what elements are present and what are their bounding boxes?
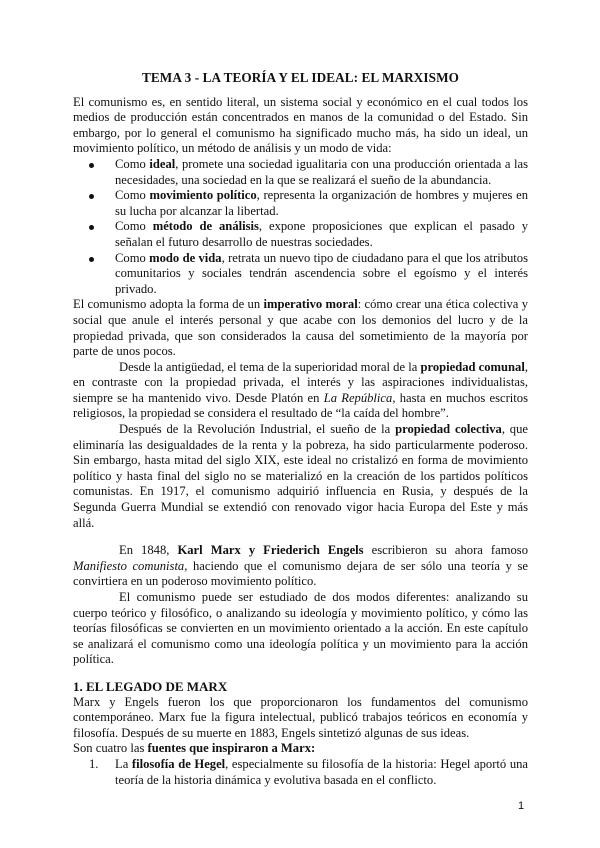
text: , haciendo que el comunismo dejara de ser sólo una teoría y se convirtiera en un poderoso movimiento político. <box>73 558 528 589</box>
bold-term: modo de vida <box>149 250 222 265</box>
text: , representa la organización de hombres y mujeres en su lucha por alcanzar la libertad. <box>115 188 528 218</box>
paragraph-imperativo <box>73 297 528 359</box>
text: Como <box>115 219 153 234</box>
bullet-list <box>73 157 528 297</box>
text: Como <box>115 188 150 203</box>
italic-title: Manifiesto comunista <box>73 558 185 573</box>
text: : cómo crear una ética colectiva y social que anule el interés personal y que acabe con los demonios del lucro y de la propiedad privada, que son considerados la causa del sometimiento de la mayoría por parte de unos pocos. <box>73 297 528 359</box>
text: Después de la Revolución Industrial, el sueño de la <box>119 422 396 437</box>
page-number: 1 <box>518 800 525 812</box>
paragraph-legado: Marx y Engels fueron los que proporcionaron los fundamentos del comunismo contemporáneo. Marx fue la figura intelectual, publicó trabajos teóricos en economía y filosofía. Después de su muerte en 1883, Engels sintetizó algunas de sus ideas. <box>73 694 528 740</box>
text: , expone proposiciones que explican el pasado y señalan el futuro desarrollo de nuestras sociedades. <box>115 219 528 249</box>
text: , promete una sociedad igualitaria con una producción orientada a las necesidades, una sociedad en la que se realizará el sueño de la abundancia. <box>115 156 528 187</box>
text: Como <box>115 156 150 171</box>
text: Desde la antigüedad, el tema de la superioridad moral de la <box>119 359 421 374</box>
bold-term: fuentes que inspiraron a Marx: <box>147 741 316 756</box>
bold-term: propiedad colectiva <box>395 422 502 437</box>
paragraph-propiedad-comunal <box>73 360 528 422</box>
document-page <box>73 70 528 788</box>
text: Como <box>115 250 150 265</box>
list-item <box>115 219 528 250</box>
paragraph-manifiesto <box>73 543 528 590</box>
document-title: TEMA 3 - LA TEORÍA Y EL IDEAL: EL MARXISMO <box>142 70 459 85</box>
numbered-list <box>73 757 528 788</box>
italic-title: La República <box>323 390 393 405</box>
bold-term: imperativo moral <box>263 297 358 312</box>
paragraph-propiedad-colectiva <box>73 422 528 531</box>
text: , retrata un nuevo tipo de ciudadano para el que los atributos comunitarios y sociales tendrán ascendencia sobre el egoísmo y el interés privado. <box>115 250 528 296</box>
bold-term: filosofía de Hegel <box>131 756 226 771</box>
paragraph-dos-modos: El comunismo puede ser estudiado de dos modos diferentes: analizando su cuerpo teórico y filosófico, o analizando su ideología y movimiento político, y cómo las teorías filosóficas se convierten en un movimiento orientado a la acción. En este capítulo se analizará el comunismo como una ideología política y un movimiento para la acción política. <box>73 590 528 667</box>
text: En 1848, <box>119 543 178 558</box>
list-number: 1. <box>89 756 99 771</box>
bold-term: ideal <box>149 156 176 171</box>
list-item <box>115 188 528 219</box>
paragraph-fuentes <box>73 741 528 757</box>
text: , que eliminaría las desigualdades de la renta y la pobreza, ha sido particularmente poderoso. Sin embargo, hasta mitad del siglo XIX, este ideal no cristalizó en forma de movimiento político y hasta final del siglo no se materializó en la creación de los partidos políticos comunistas. En 1917, el comunismo adquirió influencia en Rusia, y después de la Segunda Guerra Mundial se extendió con renovado vigor hacia Europa del Este y más allá. <box>73 422 528 530</box>
text: escribieron su ahora famoso <box>363 543 529 558</box>
text: , especialmente su filosofía de la historia: Hegel aportó una teoría de la historia dinámica y evolutiva basada en el conflicto. <box>115 756 528 787</box>
bold-term: movimiento político <box>149 188 257 203</box>
list-item <box>115 157 528 188</box>
list-item <box>115 251 528 298</box>
text: Son cuatro las <box>73 741 148 756</box>
text: , en contraste con la propiedad privada, el interés y las aspiraciones individualistas, siempre se ha mantenido vivo. Desde Platón en <box>73 359 529 405</box>
text: El comunismo adopta la forma de un <box>73 297 264 312</box>
bold-term: Karl Marx y Friederich Engels <box>177 543 364 558</box>
bold-term: método de análisis <box>152 219 259 234</box>
list-item <box>89 756 528 788</box>
section-heading: 1. EL LEGADO DE MARX <box>73 678 228 694</box>
bold-term: propiedad comunal <box>420 359 525 374</box>
text: La <box>115 756 132 771</box>
intro-paragraph: El comunismo es, en sentido literal, un sistema social y económico en el cual todos los medios de producción están concentrados en manos de la comunidad o del Estado. Sin embargo, por lo general el comunismo ha significado mucho más, ha sido un ideal, un movimiento político, un método de análisis y un modo de vida: <box>73 94 528 156</box>
text: , hasta en muchos escritos religiosos, la propiedad se considera el resultado de “la caída del hombre”. <box>73 390 528 421</box>
